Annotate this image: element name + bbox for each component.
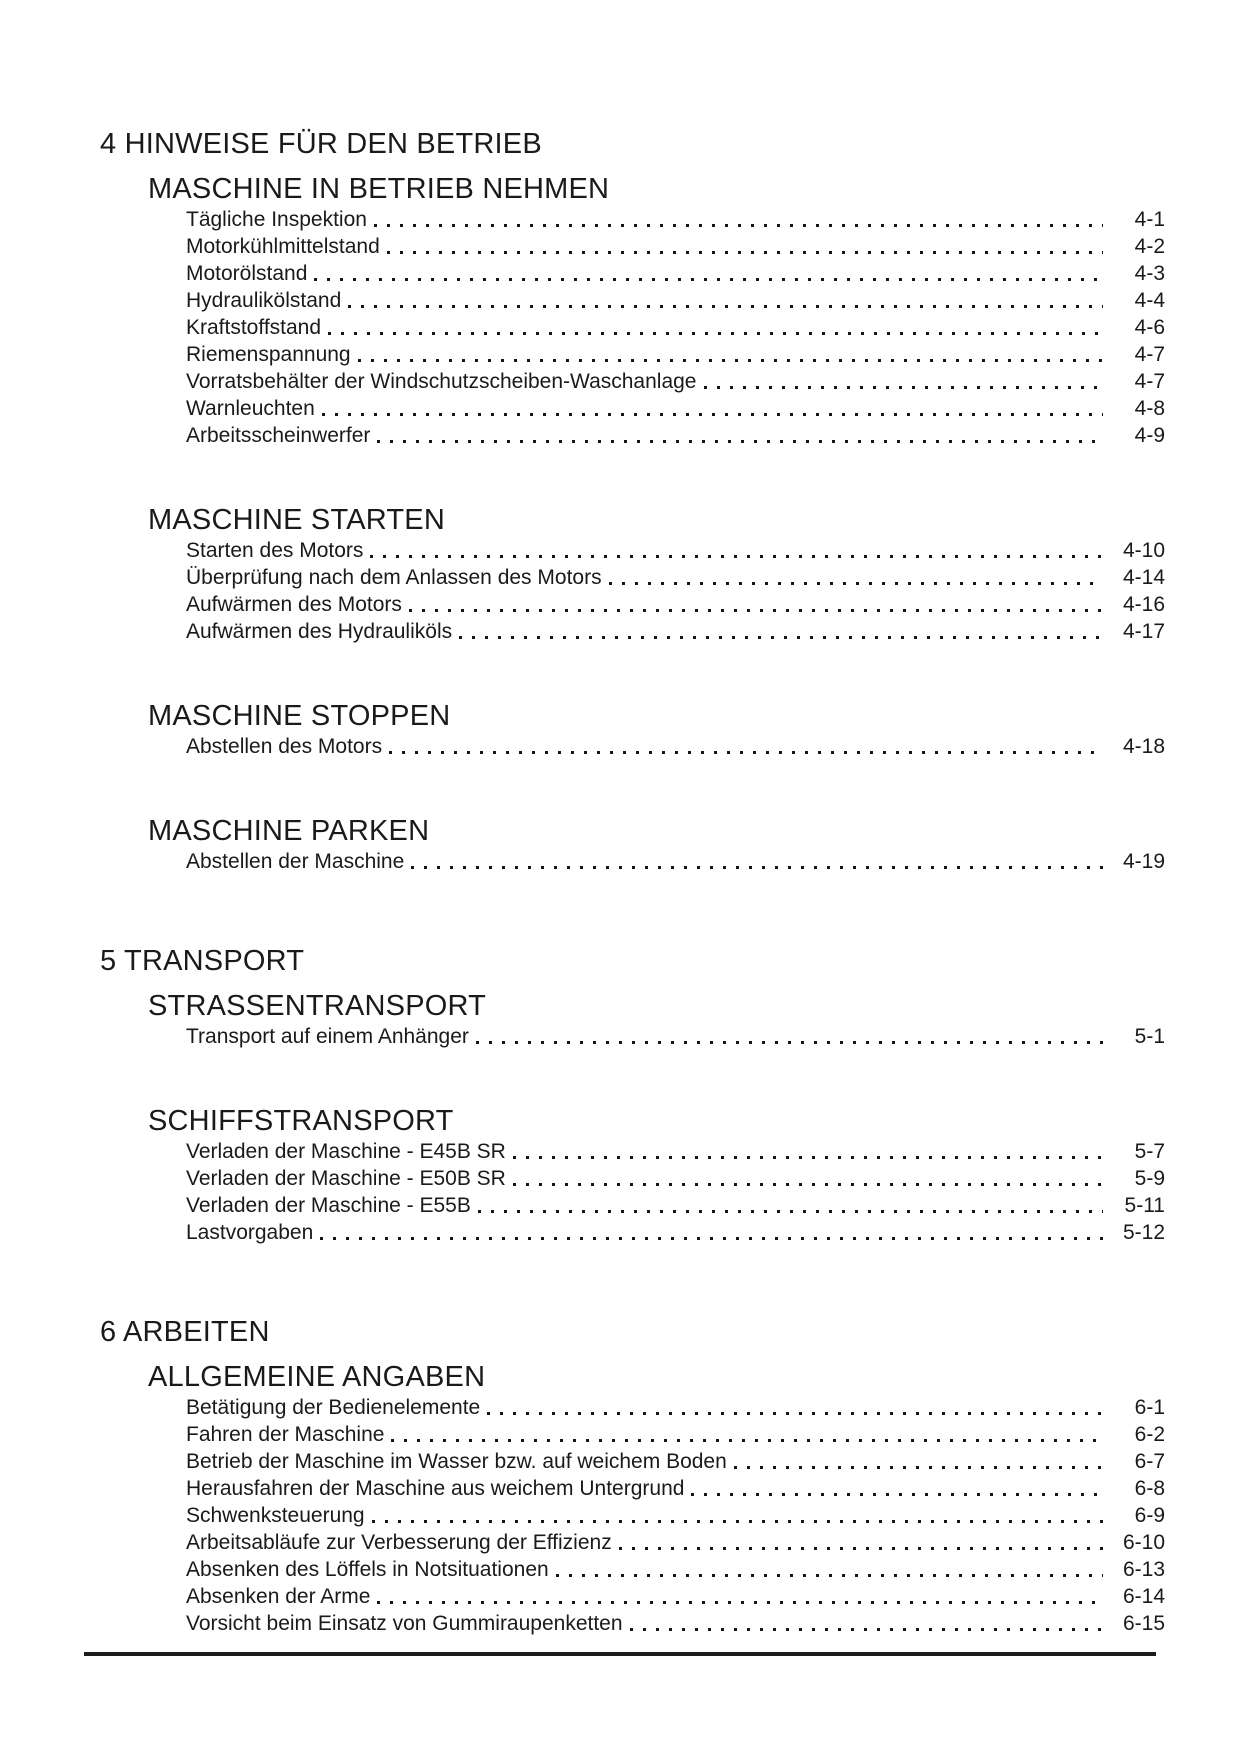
toc-entry bbox=[186, 368, 1165, 395]
toc-entry-page: 6-14 bbox=[1122, 1585, 1165, 1608]
toc-leader-dots bbox=[476, 1041, 1103, 1044]
toc-entry bbox=[186, 1556, 1165, 1583]
toc-entry bbox=[186, 422, 1165, 449]
toc-entry bbox=[186, 260, 1165, 287]
toc-chapter-2 bbox=[100, 945, 1165, 1246]
toc-entry-page: 6-7 bbox=[1134, 1450, 1165, 1473]
toc-entry bbox=[186, 1502, 1165, 1529]
toc-leader-dots bbox=[358, 359, 1103, 362]
toc-entry-page: 6-1 bbox=[1134, 1396, 1165, 1419]
toc-entry-page: 4-18 bbox=[1122, 735, 1165, 758]
toc-leader-dots bbox=[377, 440, 1103, 443]
toc-leader-dots bbox=[370, 555, 1103, 558]
toc-entry bbox=[186, 1023, 1165, 1050]
chapter-title: 4 HINWEISE FÜR DEN BETRIEB bbox=[100, 128, 542, 160]
toc-entry bbox=[186, 733, 1165, 760]
toc-leader-dots bbox=[411, 866, 1103, 869]
toc-entry-page: 4-6 bbox=[1134, 316, 1165, 339]
toc-entry-page: 4-14 bbox=[1122, 566, 1165, 589]
toc-entry bbox=[186, 233, 1165, 260]
toc-entry-label: Fahren der Maschine bbox=[186, 1423, 385, 1446]
toc-entry-page: 5-11 bbox=[1124, 1194, 1165, 1217]
toc-leader-dots bbox=[478, 1210, 1103, 1213]
toc-entry-page: 4-8 bbox=[1134, 397, 1165, 420]
toc-entry bbox=[186, 1529, 1165, 1556]
toc-leader-dots bbox=[630, 1628, 1103, 1631]
toc-entry bbox=[186, 1610, 1165, 1637]
toc-entry-label: Vorsicht beim Einsatz von Gummiraupenketten bbox=[186, 1612, 623, 1635]
toc-leader-dots bbox=[609, 582, 1103, 585]
toc-entry-page: 4-17 bbox=[1122, 620, 1165, 643]
toc-entry-label: Starten des Motors bbox=[186, 539, 364, 562]
entry-list bbox=[186, 846, 1165, 875]
toc-entry-page: 6-13 bbox=[1122, 1558, 1165, 1581]
toc-leader-dots bbox=[409, 609, 1103, 612]
toc-entry bbox=[186, 1475, 1165, 1502]
toc-entry bbox=[186, 314, 1165, 341]
toc-entry-label: Arbeitsabläufe zur Verbesserung der Effizienz bbox=[186, 1531, 612, 1554]
toc-leader-dots bbox=[734, 1466, 1103, 1469]
entry-list bbox=[186, 1392, 1165, 1637]
toc-leader-dots bbox=[348, 305, 1103, 308]
toc-leader-dots bbox=[374, 224, 1103, 227]
toc-entry bbox=[186, 618, 1165, 645]
toc-entry-label: Motorkühlmittelstand bbox=[186, 235, 380, 258]
toc-leader-dots bbox=[377, 1601, 1103, 1604]
toc-leader-dots bbox=[372, 1520, 1103, 1523]
toc-entry bbox=[186, 1394, 1165, 1421]
toc-entry-label: Motorölstand bbox=[186, 262, 308, 285]
toc-entry-label: Abstellen des Motors bbox=[186, 735, 383, 758]
section-title: MASCHINE STARTEN bbox=[148, 504, 445, 536]
footer-divider-rule bbox=[84, 1652, 1156, 1656]
toc-leader-dots bbox=[389, 751, 1103, 754]
toc-leader-dots bbox=[691, 1493, 1103, 1496]
toc-entry bbox=[186, 591, 1165, 618]
section-title: MASCHINE IN BETRIEB NEHMEN bbox=[148, 173, 610, 205]
toc-leader-dots bbox=[314, 278, 1103, 281]
toc-entry-page: 4-16 bbox=[1122, 593, 1165, 616]
toc-entry-page: 4-9 bbox=[1134, 424, 1165, 447]
toc-leader-dots bbox=[391, 1439, 1103, 1442]
toc-entry-label: Verladen der Maschine - E50B SR bbox=[186, 1167, 506, 1190]
toc-entry-label: Arbeitsscheinwerfer bbox=[186, 424, 371, 447]
toc-section bbox=[148, 816, 1165, 875]
toc-entry bbox=[186, 1192, 1165, 1219]
toc-entry-label: Betrieb der Maschine im Wasser bzw. auf weichem Boden bbox=[186, 1450, 727, 1473]
toc-entry bbox=[186, 341, 1165, 368]
entry-list bbox=[186, 204, 1165, 449]
toc-content bbox=[100, 128, 1165, 1637]
toc-leader-dots bbox=[328, 332, 1103, 335]
toc-entry-page: 5-7 bbox=[1134, 1140, 1165, 1163]
toc-entry-label: Verladen der Maschine - E45B SR bbox=[186, 1140, 506, 1163]
toc-entry-label: Transport auf einem Anhänger bbox=[186, 1025, 469, 1048]
toc-entry bbox=[186, 848, 1165, 875]
toc-entry-page: 4-1 bbox=[1134, 208, 1165, 231]
toc-entry-page: 5-1 bbox=[1134, 1025, 1165, 1048]
toc-leader-dots bbox=[320, 1237, 1103, 1240]
toc-entry-page: 6-9 bbox=[1134, 1504, 1165, 1527]
toc-entry-label: Abstellen der Maschine bbox=[186, 850, 405, 873]
chapter-title: 6 ARBEITEN bbox=[100, 1316, 270, 1348]
toc-entry-label: Absenken des Löffels in Notsituationen bbox=[186, 1558, 549, 1581]
toc-entry-page: 5-12 bbox=[1122, 1221, 1165, 1244]
toc-section bbox=[148, 1362, 1165, 1637]
toc-entry-label: Schwenksteuerung bbox=[186, 1504, 365, 1527]
toc-entry-label: Kraftstoffstand bbox=[186, 316, 322, 339]
toc-entry bbox=[186, 1138, 1165, 1165]
toc-entry-page: 4-3 bbox=[1134, 262, 1165, 285]
toc-entry-page: 4-7 bbox=[1134, 343, 1165, 366]
toc-chapter-3 bbox=[100, 1316, 1165, 1637]
section-title: STRASSENTRANSPORT bbox=[148, 990, 487, 1022]
toc-entry bbox=[186, 1165, 1165, 1192]
toc-section bbox=[148, 505, 1165, 645]
toc-entry-label: Betätigung der Bedienelemente bbox=[186, 1396, 481, 1419]
toc-entry-label: Warnleuchten bbox=[186, 397, 315, 420]
toc-entry bbox=[186, 537, 1165, 564]
toc-section bbox=[148, 701, 1165, 760]
toc-leader-dots bbox=[459, 636, 1103, 639]
toc-leader-dots bbox=[387, 251, 1103, 254]
toc-section bbox=[148, 1106, 1165, 1246]
toc-entry-page: 4-4 bbox=[1134, 289, 1165, 312]
entry-list bbox=[186, 535, 1165, 645]
section-title: MASCHINE PARKEN bbox=[148, 815, 430, 847]
toc-entry-label: Herausfahren der Maschine aus weichem Untergrund bbox=[186, 1477, 685, 1500]
toc-leader-dots bbox=[513, 1156, 1103, 1159]
toc-entry bbox=[186, 1583, 1165, 1610]
toc-entry bbox=[186, 1219, 1165, 1246]
toc-chapter-1 bbox=[100, 128, 1165, 875]
toc-leader-dots bbox=[322, 413, 1103, 416]
toc-section bbox=[148, 174, 1165, 449]
toc-entry bbox=[186, 1448, 1165, 1475]
toc-leader-dots bbox=[513, 1183, 1103, 1186]
toc-leader-dots bbox=[556, 1574, 1103, 1577]
toc-entry bbox=[186, 287, 1165, 314]
entry-list bbox=[186, 1136, 1165, 1246]
toc-entry-page: 6-8 bbox=[1134, 1477, 1165, 1500]
toc-entry bbox=[186, 1421, 1165, 1448]
toc-entry-page: 4-19 bbox=[1122, 850, 1165, 873]
section-title: ALLGEMEINE ANGABEN bbox=[148, 1361, 486, 1393]
toc-entry-label: Vorratsbehälter der Windschutzscheiben-Waschanlage bbox=[186, 370, 697, 393]
toc-entry-page: 6-10 bbox=[1122, 1531, 1165, 1554]
toc-entry-page: 4-7 bbox=[1134, 370, 1165, 393]
toc-entry bbox=[186, 564, 1165, 591]
section-title: SCHIFFSTRANSPORT bbox=[148, 1105, 454, 1137]
toc-entry bbox=[186, 206, 1165, 233]
toc-entry-page: 4-10 bbox=[1122, 539, 1165, 562]
toc-entry-page: 6-2 bbox=[1134, 1423, 1165, 1446]
toc-entry-page: 5-9 bbox=[1134, 1167, 1165, 1190]
entry-list bbox=[186, 1021, 1165, 1050]
toc-entry-label: Hydraulikölstand bbox=[186, 289, 342, 312]
section-title: MASCHINE STOPPEN bbox=[148, 700, 451, 732]
toc-leader-dots bbox=[704, 386, 1104, 389]
toc-entry-page: 6-15 bbox=[1122, 1612, 1165, 1635]
toc-entry-page: 4-2 bbox=[1134, 235, 1165, 258]
toc-entry-label: Aufwärmen des Motors bbox=[186, 593, 402, 616]
toc-entry-label: Verladen der Maschine - E55B bbox=[186, 1194, 471, 1217]
toc-leader-dots bbox=[487, 1412, 1103, 1415]
toc-leader-dots bbox=[619, 1547, 1103, 1550]
toc-entry-label: Überprüfung nach dem Anlassen des Motors bbox=[186, 566, 602, 589]
toc-section bbox=[148, 991, 1165, 1050]
toc-entry-label: Tägliche Inspektion bbox=[186, 208, 367, 231]
entry-list bbox=[186, 731, 1165, 760]
chapter-title: 5 TRANSPORT bbox=[100, 945, 305, 977]
toc-entry-label: Riemenspannung bbox=[186, 343, 351, 366]
toc-entry-label: Absenken der Arme bbox=[186, 1585, 371, 1608]
toc-entry-label: Lastvorgaben bbox=[186, 1221, 314, 1244]
toc-entry bbox=[186, 395, 1165, 422]
toc-entry-label: Aufwärmen des Hydrauliköls bbox=[186, 620, 453, 643]
